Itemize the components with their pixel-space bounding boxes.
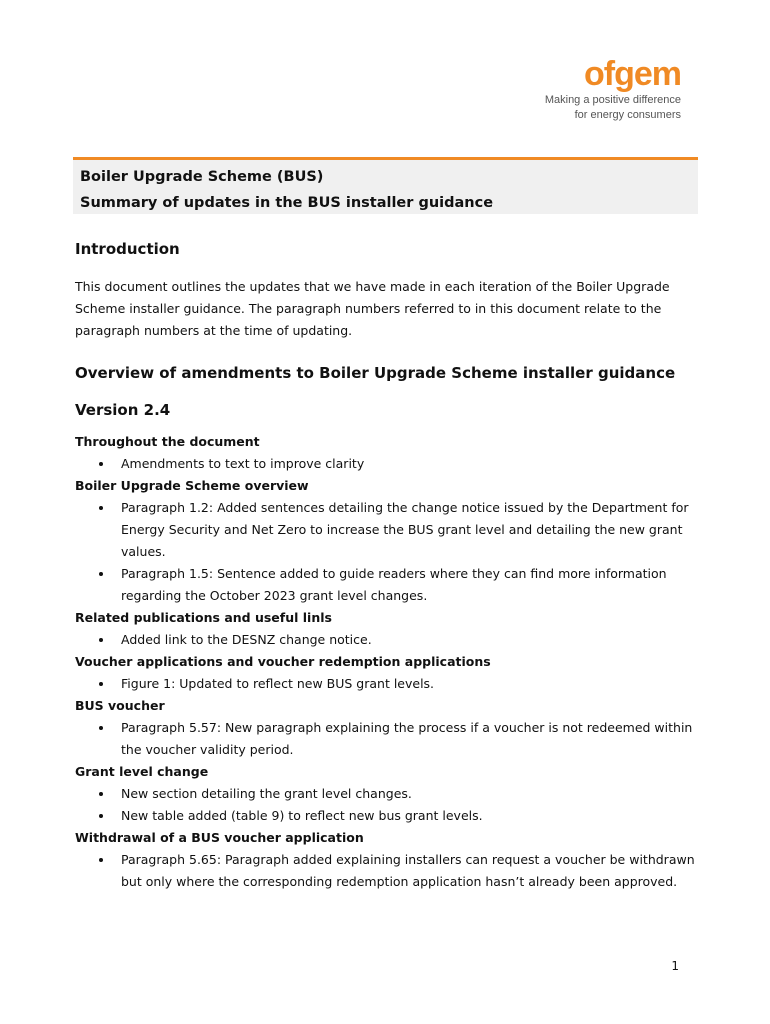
document-title-box xyxy=(73,157,698,214)
introduction-text: This document outlines the updates that we have made in each iteration of the Boiler Upgrade Scheme installer guidance. The paragraph numbers referred to in this document relate to the paragraph numbers at the time of updating. xyxy=(75,279,670,338)
bullet-list xyxy=(75,849,700,893)
bullet-list xyxy=(75,717,700,761)
list-item: New table added (table 9) to reflect new bus grant levels. xyxy=(75,805,700,827)
list-item: Figure 1: Updated to reflect new BUS grant levels. xyxy=(75,673,700,695)
section-heading: Related publications and useful linls xyxy=(75,610,332,625)
page-number: 1 xyxy=(671,959,679,973)
bullet-list xyxy=(75,783,700,827)
list-item: Paragraph 1.2: Added sentences detailing the change notice issued by the Department for Energy Security and Net Zero to increase the BUS grant level and detailing the new grant values. xyxy=(75,497,700,563)
document-title: Boiler Upgrade Scheme (BUS) xyxy=(80,169,324,185)
version-heading: Version 2.4 xyxy=(75,401,171,419)
list-item: Added link to the DESNZ change notice. xyxy=(75,629,700,651)
section-heading: Withdrawal of a BUS voucher application xyxy=(75,830,364,845)
section-heading: BUS voucher xyxy=(75,698,165,713)
logo-wordmark: ofgem xyxy=(584,55,681,93)
bullet-list xyxy=(75,497,700,607)
bullet-list xyxy=(75,673,700,695)
document-subtitle: Summary of updates in the BUS installer guidance xyxy=(80,195,494,211)
document-body xyxy=(75,236,700,893)
ofgem-logo xyxy=(481,56,681,122)
bullet-list xyxy=(75,629,700,651)
bullet-list xyxy=(75,453,700,475)
introduction-heading: Introduction xyxy=(75,240,180,258)
logo-tagline-line2: for energy consumers xyxy=(574,109,681,121)
section-heading: Grant level change xyxy=(75,764,209,779)
list-item: Amendments to text to improve clarity xyxy=(75,453,700,475)
logo-tagline-line1: Making a positive difference xyxy=(544,94,681,106)
overview-heading: Overview of amendments to Boiler Upgrade Scheme installer guidance xyxy=(75,364,676,382)
list-item: Paragraph 1.5: Sentence added to guide readers where they can find more information regarding the October 2023 grant level changes. xyxy=(75,563,700,607)
list-item: New section detailing the grant level changes. xyxy=(75,783,700,805)
amendment-sections xyxy=(75,431,700,893)
section-heading: Voucher applications and voucher redemption applications xyxy=(75,654,491,669)
list-item: Paragraph 5.57: New paragraph explaining the process if a voucher is not redeemed within the voucher validity period. xyxy=(75,717,700,761)
section-heading: Boiler Upgrade Scheme overview xyxy=(75,478,309,493)
section-heading: Throughout the document xyxy=(75,434,260,449)
list-item: Paragraph 5.65: Paragraph added explaining installers can request a voucher be withdrawn but only where the corresponding redemption application hasn’t already been approved. xyxy=(75,849,700,893)
